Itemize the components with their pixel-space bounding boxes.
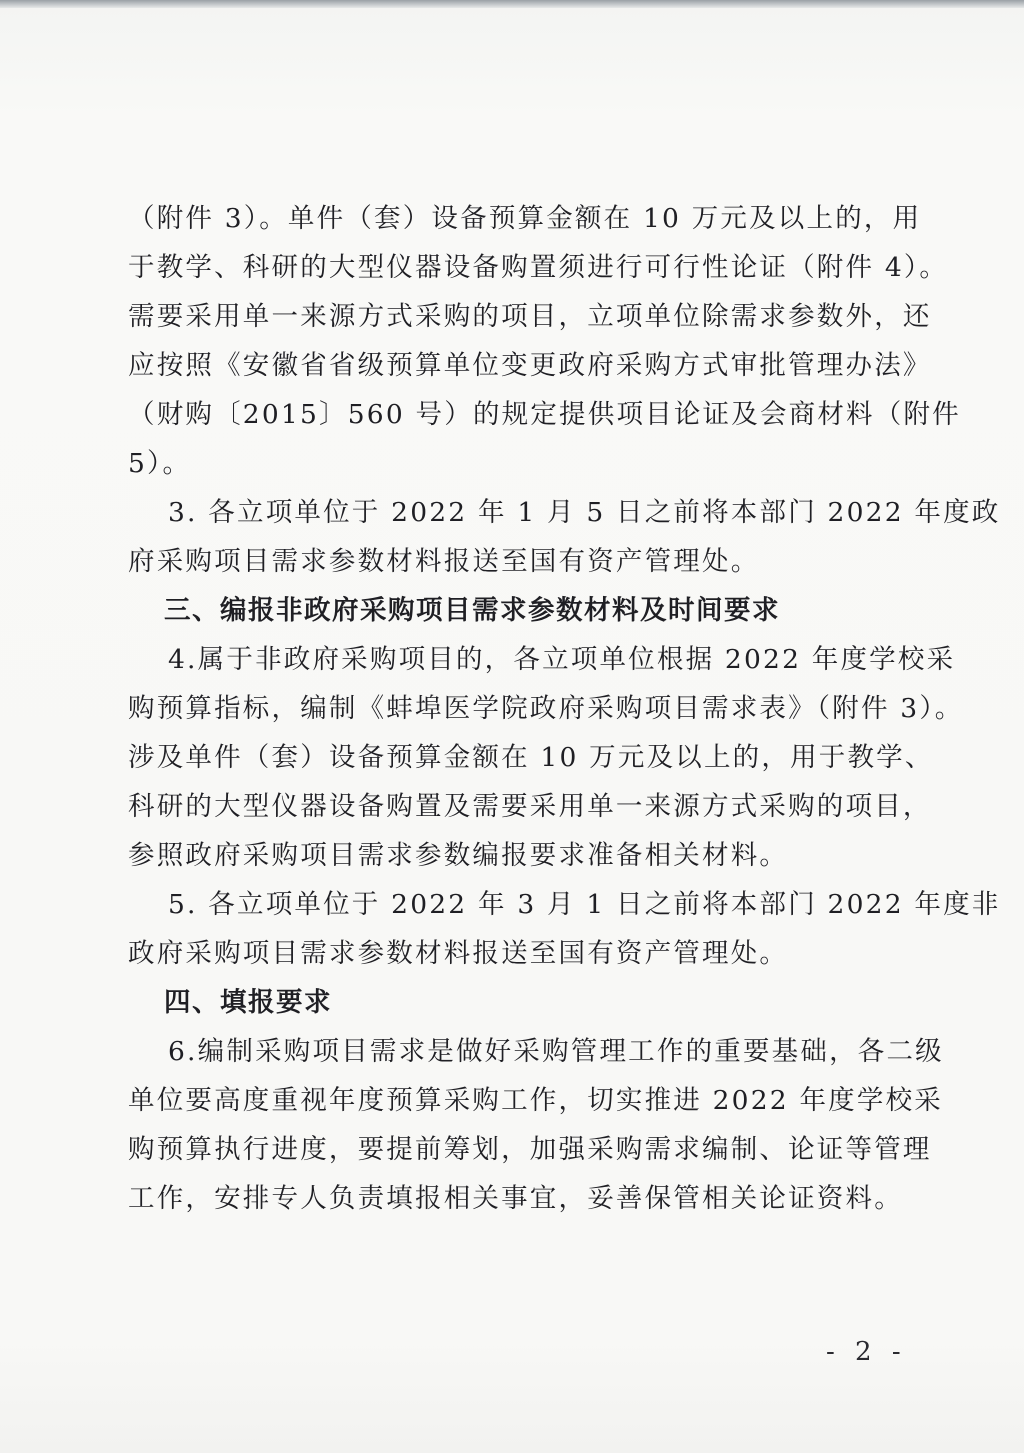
text-line: 5. 各立项单位于 2022 年 3 月 1 日之前将本部门 2022 年度非 (168, 889, 1001, 920)
page-number: - 2 - (826, 1337, 907, 1367)
text-line: 购预算执行进度，要提前筹划，加强采购需求编制、论证等管理 (128, 1134, 932, 1165)
section-heading-4: 四、填报要求 (164, 987, 332, 1018)
text-line: 3. 各立项单位于 2022 年 1 月 5 日之前将本部门 2022 年度政 (168, 497, 1001, 528)
text-line: 涉及单件（套）设备预算金额在 10 万元及以上的，用于教学、 (128, 742, 934, 773)
text-line: 6.编制采购项目需求是做好采购管理工作的重要基础，各二级 (168, 1036, 944, 1067)
text-line: （财购〔2015〕560 号）的规定提供项目论证及会商材料（附件 (128, 399, 961, 430)
text-line: 工作，安排专人负责填报相关事宜，妥善保管相关论证资料。 (128, 1183, 903, 1214)
document-body (128, 194, 1001, 1223)
section-heading-3: 三、编报非政府采购项目需求参数材料及时间要求 (164, 595, 780, 626)
text-line: （附件 3）。单件（套）设备预算金额在 10 万元及以上的，用 (128, 203, 922, 234)
scan-top-edge (0, 0, 1024, 8)
text-line: 4.属于非政府采购项目的，各立项单位根据 2022 年度学校采 (168, 644, 956, 675)
text-line: 购预算指标，编制《蚌埠医学院政府采购项目需求表》（附件 3）。 (128, 693, 964, 724)
text-line: 府采购项目需求参数材料报送至国有资产管理处。 (128, 546, 760, 577)
text-line: 应按照《安徽省省级预算单位变更政府采购方式审批管理办法》 (128, 350, 932, 381)
text-line: 科研的大型仪器设备购置及需要采用单一来源方式采购的项目， (128, 791, 932, 822)
text-line: 于教学、科研的大型仪器设备购置须进行可行性论证（附件 4）。 (128, 252, 949, 283)
text-line: 政府采购项目需求参数材料报送至国有资产管理处。 (128, 938, 789, 969)
text-line: 参照政府采购项目需求参数编报要求准备相关材料。 (128, 840, 789, 871)
text-line: 单位要高度重视年度预算采购工作，切实推进 2022 年度学校采 (128, 1085, 943, 1116)
text-line: 5）。 (128, 448, 192, 479)
text-line: 需要采用单一来源方式采购的项目，立项单位除需求参数外，还 (128, 301, 932, 332)
